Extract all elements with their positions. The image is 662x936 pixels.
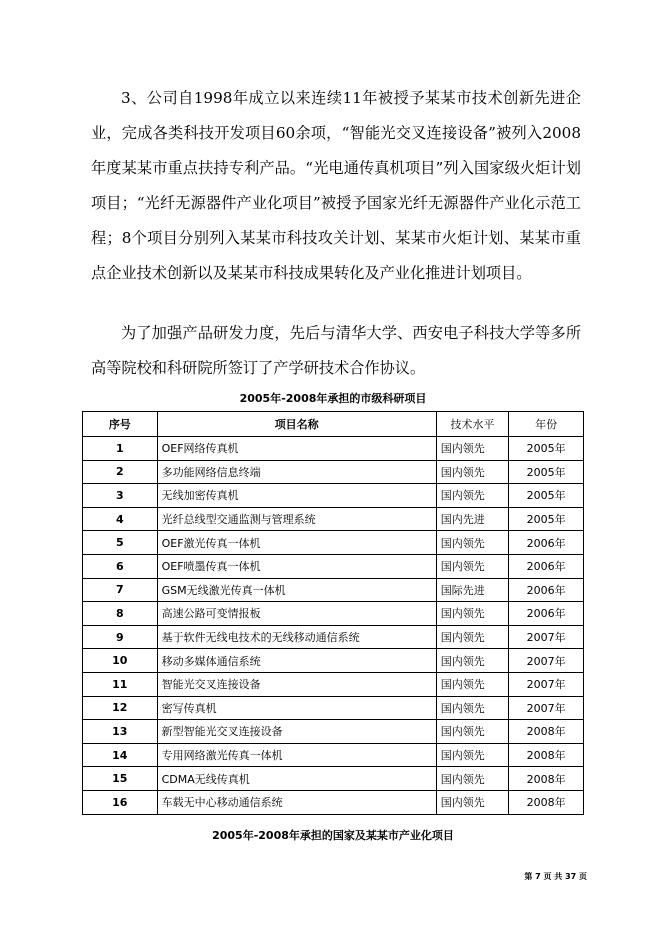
cell-name: 基于软件无线电技术的无线移动通信系统: [157, 625, 436, 649]
cell-name: 无线加密传真机: [157, 484, 436, 508]
cell-year: 2007年: [509, 649, 584, 673]
table-caption-industrial-projects: 2005年-2008年承担的国家及某某市产业化项目: [212, 829, 454, 842]
cell-year: 2008年: [509, 720, 584, 744]
cell-year: 2008年: [509, 743, 584, 767]
cell-level: 国内领先: [436, 767, 509, 791]
table-row: [83, 578, 584, 602]
cell-year: 2008年: [509, 767, 584, 791]
cell-no: 2: [83, 460, 158, 484]
city-projects-table: [82, 411, 584, 815]
paragraph-cooperation: 为了加强产品研发力度，先后与清华大学、西安电子科技大学等多所高等院校和科研院所签订了产学研技术合作协议。: [91, 324, 581, 377]
cell-no: 8: [83, 602, 158, 626]
cell-level: 国际先进: [436, 578, 509, 602]
cell-no: 10: [83, 649, 158, 673]
cell-level: 国内领先: [436, 437, 509, 461]
table-row: [83, 484, 584, 508]
cell-year: 2007年: [509, 625, 584, 649]
cell-level: 国内领先: [436, 649, 509, 673]
cell-level: 国内领先: [436, 460, 509, 484]
cell-name: OEF喷墨传真一体机: [157, 554, 436, 578]
cell-no: 3: [83, 484, 158, 508]
table-row: [83, 460, 584, 484]
table-row: [83, 743, 584, 767]
cell-level: 国内领先: [436, 790, 509, 814]
cell-no: 6: [83, 554, 158, 578]
cell-year: 2007年: [509, 672, 584, 696]
cell-year: 2008年: [509, 790, 584, 814]
cell-level: 国内领先: [436, 720, 509, 744]
header-no: 序号: [83, 412, 158, 437]
cell-year: 2005年: [509, 484, 584, 508]
cell-year: 2005年: [509, 460, 584, 484]
cell-no: 4: [83, 507, 158, 531]
cell-name: CDMA无线传真机: [157, 767, 436, 791]
table-header-row: [83, 412, 584, 437]
cell-year: 2006年: [509, 602, 584, 626]
cell-name: OEF网络传真机: [157, 437, 436, 461]
cell-name: 专用网络激光传真一体机: [157, 743, 436, 767]
cell-year: 2006年: [509, 578, 584, 602]
cell-name: 新型智能光交叉连接设备: [157, 720, 436, 744]
header-year: 年份: [509, 412, 584, 437]
cell-no: 13: [83, 720, 158, 744]
table-row: [83, 720, 584, 744]
cell-year: 2006年: [509, 554, 584, 578]
cell-name: 智能光交叉连接设备: [157, 672, 436, 696]
cell-name: 光纤总线型交通监测与管理系统: [157, 507, 436, 531]
cell-no: 16: [83, 790, 158, 814]
cell-name: 密写传真机: [157, 696, 436, 720]
cell-name: OEF激光传真一体机: [157, 531, 436, 555]
cell-year: 2007年: [509, 696, 584, 720]
cell-name: 多功能网络信息终端: [157, 460, 436, 484]
cell-no: 14: [83, 743, 158, 767]
cell-no: 7: [83, 578, 158, 602]
cell-level: 国内领先: [436, 484, 509, 508]
cell-level: 国内领先: [436, 531, 509, 555]
table-row: [83, 649, 584, 673]
table-row: [83, 790, 584, 814]
cell-level: 国内领先: [436, 602, 509, 626]
table-row: [83, 437, 584, 461]
cell-level: 国内先进: [436, 507, 509, 531]
cell-level: 国内领先: [436, 743, 509, 767]
page-number: 第 7 页 共 37 页: [524, 872, 587, 881]
cell-name: 车载无中心移动通信系统: [157, 790, 436, 814]
header-level: 技术水平: [436, 412, 509, 437]
cell-no: 12: [83, 696, 158, 720]
cell-year: 2005年: [509, 437, 584, 461]
cell-no: 11: [83, 672, 158, 696]
paragraph-awards: 3、公司自1998年成立以来连续11年被授予某某市技术创新先进企业，完成各类科技开发项目60余项，“智能光交叉连接设备”被列入2008年度某某市重点扶持专利产品。“光电通传真机项目”列入国家级火炬计划项目；“光纤无源器件产业化项目”被授予国家光纤无源器件产业化示范工程；8个项目分别列入某某市科技攻关计划、某某市火炬计划、某某市重点企业技术创新以及某某市科技成果转化及产业化推进计划项目。: [91, 89, 581, 282]
table-row: [83, 531, 584, 555]
cell-level: 国内领先: [436, 554, 509, 578]
cell-level: 国内领先: [436, 696, 509, 720]
cell-year: 2005年: [509, 507, 584, 531]
table-row: [83, 554, 584, 578]
header-name: 项目名称: [157, 412, 436, 437]
cell-name: 移动多媒体通信系统: [157, 649, 436, 673]
cell-no: 5: [83, 531, 158, 555]
cell-level: 国内领先: [436, 625, 509, 649]
table-row: [83, 696, 584, 720]
table-row: [83, 507, 584, 531]
cell-no: 9: [83, 625, 158, 649]
cell-level: 国内领先: [436, 672, 509, 696]
table-caption-city-projects: 2005年-2008年承担的市级科研项目: [239, 392, 427, 405]
cell-no: 1: [83, 437, 158, 461]
cell-name: GSM无线激光传真一体机: [157, 578, 436, 602]
table-row: [83, 625, 584, 649]
table-row: [83, 602, 584, 626]
cell-year: 2006年: [509, 531, 584, 555]
cell-no: 15: [83, 767, 158, 791]
cell-name: 高速公路可变情报板: [157, 602, 436, 626]
table-row: [83, 767, 584, 791]
table-row: [83, 672, 584, 696]
